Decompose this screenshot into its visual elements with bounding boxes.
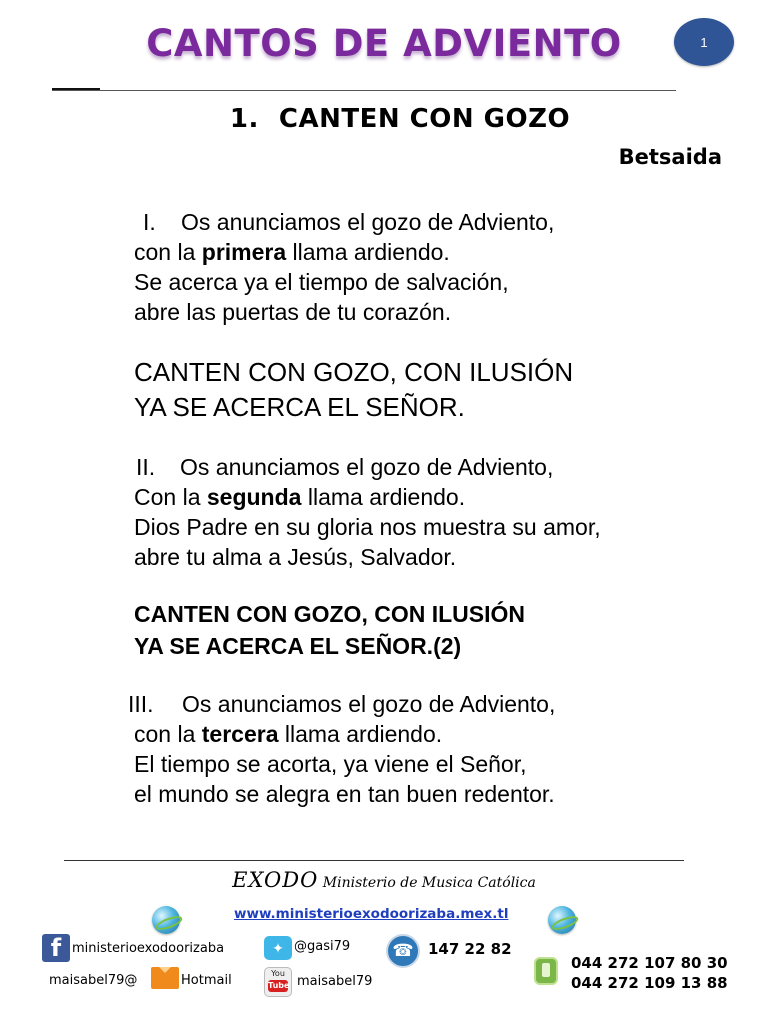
facebook-handle: ministerioexodoorizaba	[72, 941, 225, 956]
verse-line: abre tu alma a Jesús, Salvador.	[134, 544, 457, 570]
email-user: maisabel79@	[49, 973, 138, 988]
verse-2	[134, 452, 601, 572]
verse-line	[134, 237, 554, 267]
mobile-number-2: 044 272 109 13 88	[571, 974, 728, 992]
mobile-number-1: 044 272 107 80 30	[571, 954, 728, 972]
verse-text: con la	[134, 239, 202, 265]
youtube-icon: You Tube	[264, 967, 292, 997]
twitter-icon: ✦	[264, 936, 292, 960]
verse-text: llama ardiendo.	[278, 721, 443, 747]
globe-icon	[152, 906, 180, 934]
song-author: Betsaida	[618, 145, 722, 169]
verse-text: con la	[134, 721, 202, 747]
verse-text: llama ardiendo.	[286, 239, 450, 265]
verse-line	[143, 207, 554, 237]
song-title-text: CANTEN CON GOZO	[278, 104, 571, 134]
verse-line	[134, 482, 601, 512]
ministry-name: EXODO	[232, 868, 319, 892]
verse-numeral: II.	[136, 454, 156, 480]
verse-emphasis: primera	[201, 239, 287, 265]
verse-line: El tiempo se acorta, ya viene el Señor,	[134, 751, 527, 777]
header-rule	[52, 90, 676, 91]
verse-line: Se acerca ya el tiempo de salvación,	[134, 269, 509, 295]
ministry-tagline: Ministerio de Musica Católica	[322, 875, 536, 891]
globe-icon	[548, 906, 576, 934]
verse-numeral: I.	[143, 209, 156, 235]
verse-text: Con la	[134, 484, 207, 510]
verse-line: Dios Padre en su gloria nos muestra su amor,	[134, 514, 601, 540]
verse-text: Os anunciamos el gozo de Adviento,	[182, 691, 556, 717]
facebook-icon: f	[42, 934, 70, 962]
email-provider: Hotmail	[181, 973, 232, 988]
document-title: CANTOS DE ADVIENTO	[146, 22, 622, 65]
verse-line: el mundo se alegra en tan buen redentor.	[134, 781, 555, 807]
chorus-line: YA SE ACERCA EL SEÑOR.	[134, 392, 465, 422]
phone-number: 147 22 82	[428, 940, 512, 958]
chorus-2	[134, 598, 525, 662]
page-number-badge: 1	[674, 18, 734, 66]
verse-text: Os anunciamos el gozo de Adviento,	[181, 209, 555, 235]
telephone-icon: ☎	[386, 934, 420, 968]
verse-numeral: III.	[128, 691, 154, 717]
website-link[interactable]: www.ministerioexodoorizaba.mex.tl	[234, 906, 509, 922]
chorus-1	[134, 355, 573, 425]
chorus-line: CANTEN CON GOZO, CON ILUSIÓN	[134, 357, 574, 387]
footer-rule	[64, 860, 684, 861]
verse-1	[134, 207, 554, 327]
verse-line	[136, 452, 601, 482]
ministry-signature	[0, 868, 768, 892]
song-title	[0, 104, 768, 134]
email-icon	[151, 967, 179, 989]
cellphone-icon	[534, 957, 558, 985]
twitter-handle: @gasi79	[294, 939, 351, 954]
song-number: 1.	[229, 104, 259, 134]
chorus-line: YA SE ACERCA EL SEÑOR.(2)	[134, 633, 462, 659]
youtube-handle: maisabel79	[297, 974, 373, 989]
verse-text: llama ardiendo.	[301, 484, 466, 510]
verse-line	[134, 719, 555, 749]
verse-line: abre las puertas de tu corazón.	[134, 299, 452, 325]
chorus-line: CANTEN CON GOZO, CON ILUSIÓN	[134, 601, 525, 627]
verse-emphasis: segunda	[206, 484, 302, 510]
verse-emphasis: tercera	[201, 721, 279, 747]
verse-line	[128, 689, 555, 719]
verse-text: Os anunciamos el gozo de Adviento,	[180, 454, 554, 480]
verse-3	[128, 689, 555, 809]
